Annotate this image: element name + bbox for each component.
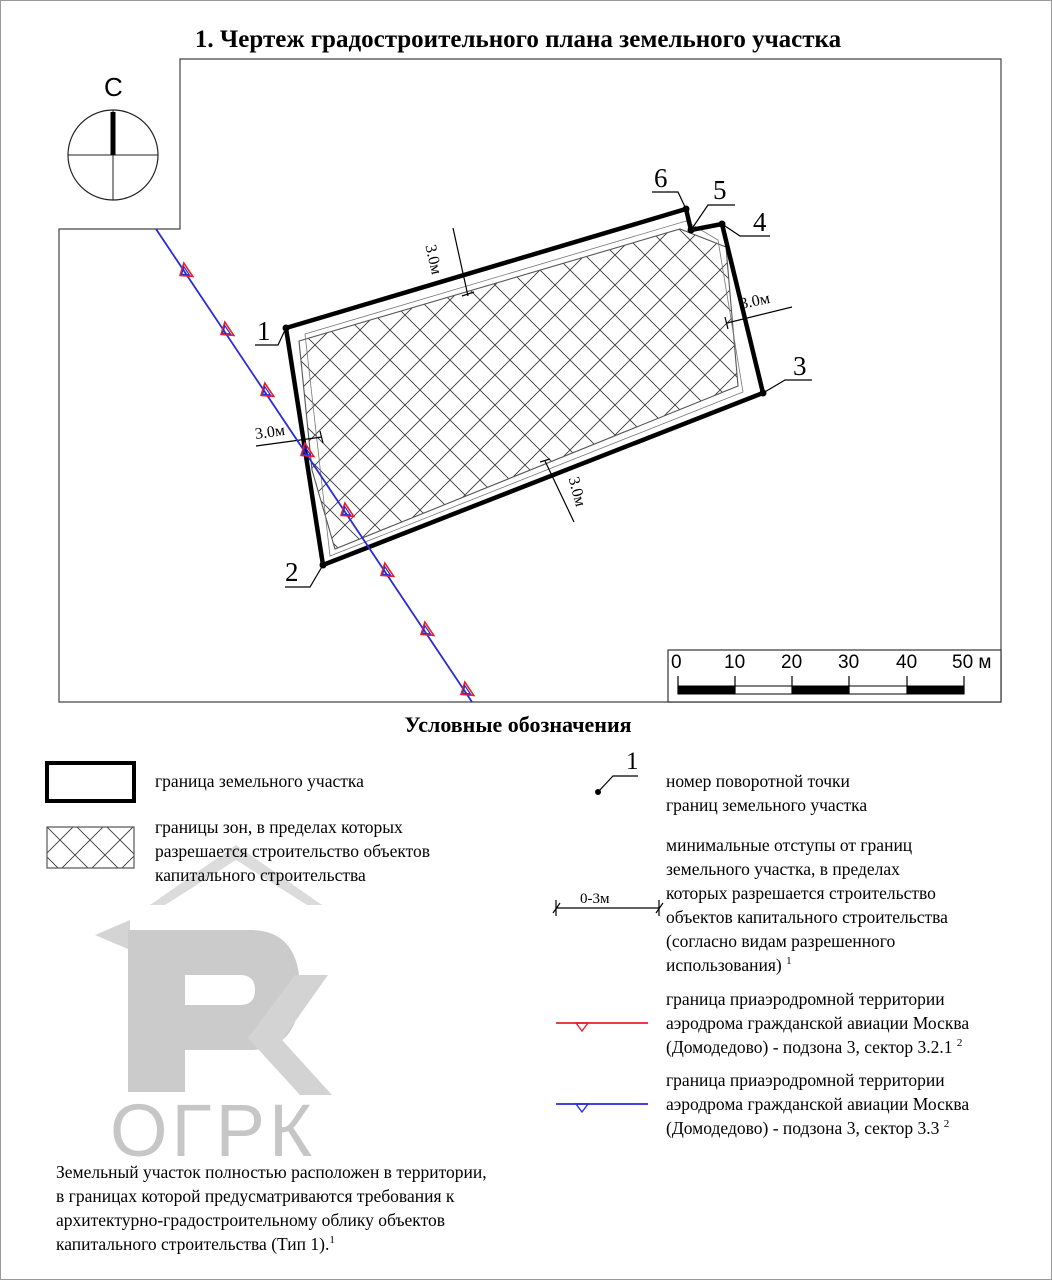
setback-label-top: 3.0м	[421, 243, 445, 277]
legend-title: Условные обозначения	[404, 712, 632, 737]
legend-parcel-swatch	[47, 763, 134, 801]
scale-tick-50: 50 м	[952, 652, 992, 673]
legend-zone-swatch	[47, 827, 134, 868]
setback-label-left: 3.0м	[253, 421, 287, 444]
legend-point-text: номер поворотной точки границ земельного участка	[666, 771, 868, 815]
scale-tick-40: 40	[896, 652, 918, 673]
scale-tick-10: 10	[724, 652, 746, 673]
legend-point-symbol	[595, 776, 638, 795]
point-4-label: 4	[753, 207, 767, 237]
legend-blue-line	[556, 1104, 648, 1112]
point-1-label: 1	[257, 316, 271, 346]
watermark-text: ОГРК	[110, 1089, 317, 1172]
scale-tick-30: 30	[838, 652, 860, 673]
page-title: 1. Чертеж градостроительного плана земельного участка	[194, 26, 842, 53]
north-label: С	[104, 72, 123, 102]
setback-label-right: 3.0м	[738, 290, 772, 313]
legend-parcel-text: граница земельного участка	[155, 771, 364, 791]
legend-setback-text: минимальные отступы от границ земельного участка, в пределах которых разрешается строительство объектов капитального строительства (согласно видам разрешенного использования) $^1$	[666, 835, 948, 975]
setback-label-bottom: 3.0м	[564, 475, 589, 509]
point-2-label: 2	[285, 557, 299, 587]
scale-tick-20: 20	[781, 652, 803, 673]
legend-blue-line-text: границa приаэродромной территории аэродрома гражданской авиации Москва (Домодедово) - подзона 3, сектор 3.3 $^2$	[666, 1070, 970, 1138]
point-3-label: 3	[793, 351, 807, 381]
legend-point-number: 1	[626, 748, 639, 775]
legend-red-line-text: границa приаэродромной территории аэродрома гражданской авиации Москва (Домодедово) - подзона 3, сектор 3.2.1 $^2$	[666, 989, 970, 1057]
point-5-label: 5	[713, 175, 727, 205]
scale-tick-0: 0	[671, 652, 682, 673]
footnote-text: Земельный участок полностью расположен в территории, в границах которой предусматриваются требования к архитектурно-градостроительному облику объектов капитального строительства (Тип 1).$^1$	[56, 1162, 487, 1254]
legend-setback-sample: 0-3м	[580, 891, 610, 907]
legend-zone-text: границы зон, в пределах которых разрешается строительство объектов капитального строительства	[155, 817, 431, 885]
north-arrow	[68, 110, 158, 200]
legend-red-line	[556, 1023, 648, 1031]
point-6-label: 6	[654, 163, 668, 193]
